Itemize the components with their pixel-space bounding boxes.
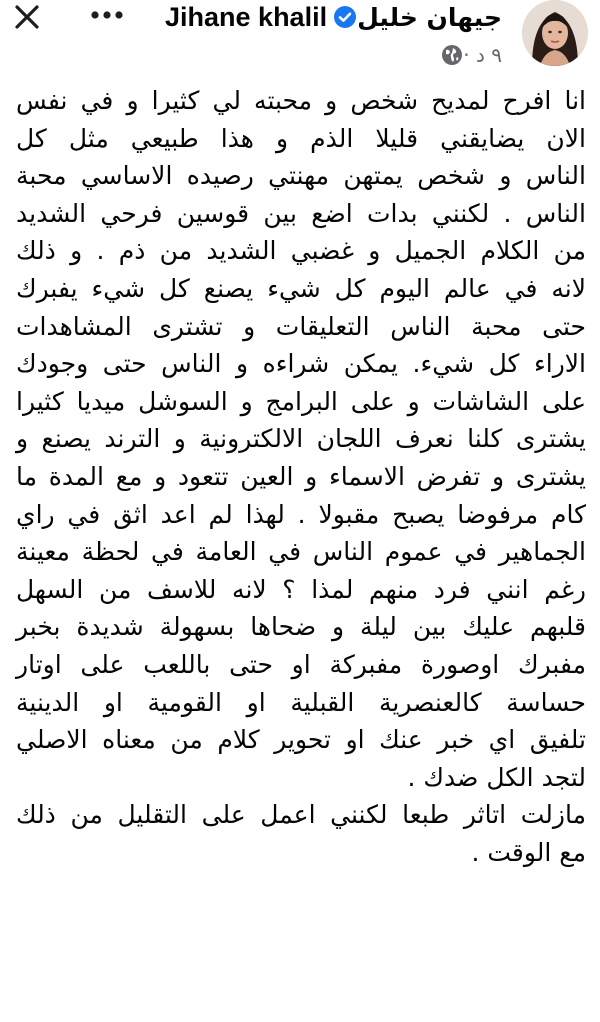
post-text-line: الان يضايقني قليلا الذم و هذا طبيعي مثل كل xyxy=(16,123,586,153)
post-timestamp[interactable]: ٩ د · xyxy=(463,43,502,67)
close-icon xyxy=(14,4,40,30)
post-text-line: الجماهير في عموم الناس في العامة في لحظة معينة xyxy=(16,537,586,567)
post-meta xyxy=(441,40,510,70)
more-dots-icon xyxy=(90,10,124,20)
verified-badge-icon xyxy=(333,5,357,29)
post-text-line: لتجد الكل ضدك . xyxy=(407,762,586,792)
author-name-en[interactable]: Jihane khalil xyxy=(165,1,328,32)
more-options-button[interactable] xyxy=(90,2,124,28)
post-header xyxy=(0,0,600,80)
post-text-line: يشترى كلنا نعرف اللجان الالكترونية و الترند يصنع و xyxy=(16,424,586,454)
post-text-line: تلفيق اي خبر عنك او تحوير كلام من معناه الاصلي xyxy=(16,725,586,755)
post-text-line: الاراء كل شيء. يمكن شراءه و الناس حتى وجودك xyxy=(16,349,586,379)
post-text-line: انا افرح لمديح شخص و محبته لي كثيرا و في نفس xyxy=(16,86,586,115)
post-text-line: من الكلام الجميل و غضبي الشديد من ذم . و ذلك xyxy=(16,236,586,266)
post-text-line: مفبرك اوصورة مفبركة او حتى باللعب على اوتار xyxy=(16,649,586,679)
profile-photo-icon xyxy=(522,0,588,66)
post-text-line: كام مرفوضا يصبح مقبولا . لهذا لم اعد اثق في راي xyxy=(16,499,586,529)
post-text-line: حتى محبة الناس التعليقات و تشترى المشاهدات xyxy=(16,311,586,341)
post-text-line: الناس . لكنني بدات اضع بين قوسين فرحي الشديد xyxy=(16,198,586,228)
post-text-line: الناس و شخص يمتهن مهنتي رصيده الاساسي محبة xyxy=(16,161,586,191)
post-text-line: مازلت اتاثر طبعا لكنني اعمل على التقليل من ذلك xyxy=(16,800,586,830)
globe-icon[interactable] xyxy=(441,44,463,66)
post-text-line: يشترى و تفرض الاسماء و العين تتعود و مع المدة ما xyxy=(16,461,586,491)
avatar[interactable] xyxy=(522,0,588,66)
post-text-line: مع الوقت . xyxy=(471,837,586,867)
close-button[interactable] xyxy=(12,2,42,32)
post-body xyxy=(16,82,586,871)
author-name-ar[interactable]: جيهان خليل xyxy=(357,2,502,32)
post-text-line: قلبهم عليك بين ليلة و ضحاها بسهولة شديدة بخبر xyxy=(16,612,586,642)
post-text-line: حساسة كالعنصرية القبلية او القومية او الدينية xyxy=(16,687,586,717)
author-name-row[interactable] xyxy=(165,0,510,34)
post-text-line: لانه في عالم اليوم كل شيء يصنع كل شيء يفبرك xyxy=(16,273,586,303)
post-text-line: على الشاشات و على البرامج و السوشل ميديا كثيرا xyxy=(16,386,586,416)
post-text-line: رغم انني فرد منهم لمذا ؟ لانه للاسف من السهل xyxy=(16,574,586,604)
